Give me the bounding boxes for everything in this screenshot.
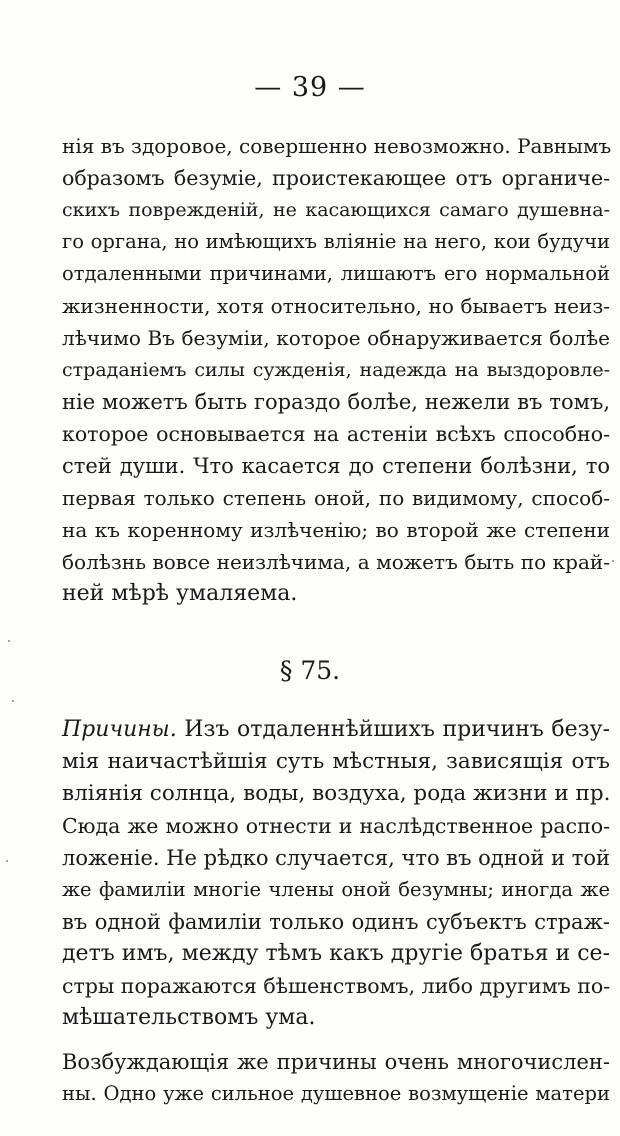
scan-speck bbox=[612, 560, 614, 562]
text-line: Сюда же можно отнести и наслѣдственное распо- bbox=[62, 814, 610, 838]
text-line: которое основывается на астеніи всѣхъ способно- bbox=[62, 422, 610, 446]
text-line: лѣчимо Въ безуміи, которое обнаруживается болѣе bbox=[62, 326, 610, 350]
text-line: на къ коренному излѣченію; во второй же степени bbox=[62, 518, 610, 542]
text-line: образомъ безуміе, проистекающее отъ органиче- bbox=[62, 166, 610, 190]
scan-speck bbox=[12, 700, 14, 702]
text-line: первая только степень оной, по видимому, способ- bbox=[62, 486, 610, 510]
text-line: отдаленными причинами, лишаютъ его нормальной bbox=[62, 262, 610, 285]
text-line: же фамиліи многіе члены оной безумны; иногда же bbox=[62, 878, 610, 901]
text-line: скихъ поврежденій, не касающихся самаго душевна- bbox=[62, 199, 610, 221]
text-line: ніе можетъ быть гораздо болѣе, нежели въ томъ, bbox=[62, 390, 610, 414]
text-line: вліянія солнца, воды, воздуха, рода жизни и пр. bbox=[62, 781, 611, 806]
text-line: жизненности, хотя относительно, но бываетъ неиз- bbox=[62, 294, 610, 318]
page-number: — 39 — bbox=[254, 72, 366, 103]
scan-speck bbox=[8, 640, 10, 642]
first-line-rest: Изъ отдаленнѣйшихъ причинъ безу- bbox=[184, 717, 610, 742]
text-line: стей души. Что касается до степени болѣзни, то bbox=[62, 454, 610, 478]
text-line: Возбуждающія же причины очень многочислен- bbox=[62, 1050, 610, 1074]
text-line: ней мѣрѣ умаляема. bbox=[62, 581, 298, 606]
text-line: мѣшательствомъ ума. bbox=[62, 1005, 316, 1030]
text-line: го органа, но имѣющихъ вліяніе на него, кои будучи bbox=[62, 230, 610, 253]
text-line: нія въ здоровое, совершенно невозможно. Равнымъ bbox=[62, 134, 612, 158]
text-line: ложеніе. Не рѣдко случается, что въ одной и той bbox=[62, 846, 610, 870]
text-line: ны. Одно уже сильное душевное возмущеніе матери bbox=[62, 1082, 610, 1105]
text-line: мія наичастѣйшія суть мѣстныя, зависящія отъ bbox=[62, 749, 610, 774]
text-line: въ одной фамиліи только одинъ субъектъ страж- bbox=[62, 910, 610, 934]
text-line: болѣзнь вовсе неизлѣчима, а можетъ быть по край- bbox=[62, 550, 610, 574]
text-line: страданіемъ силы сужденія, надежда на выздоровле- bbox=[62, 359, 610, 381]
text-line: стры поражаются бѣшенствомъ, либо другимъ по- bbox=[62, 974, 611, 998]
text-line-first bbox=[62, 714, 610, 746]
italic-lead: Причины. bbox=[62, 717, 177, 742]
text-line: детъ имъ, между тѣмъ какъ другіе братья и се- bbox=[62, 941, 610, 966]
section-heading: § 75. bbox=[279, 656, 341, 685]
scan-speck bbox=[6, 860, 8, 862]
